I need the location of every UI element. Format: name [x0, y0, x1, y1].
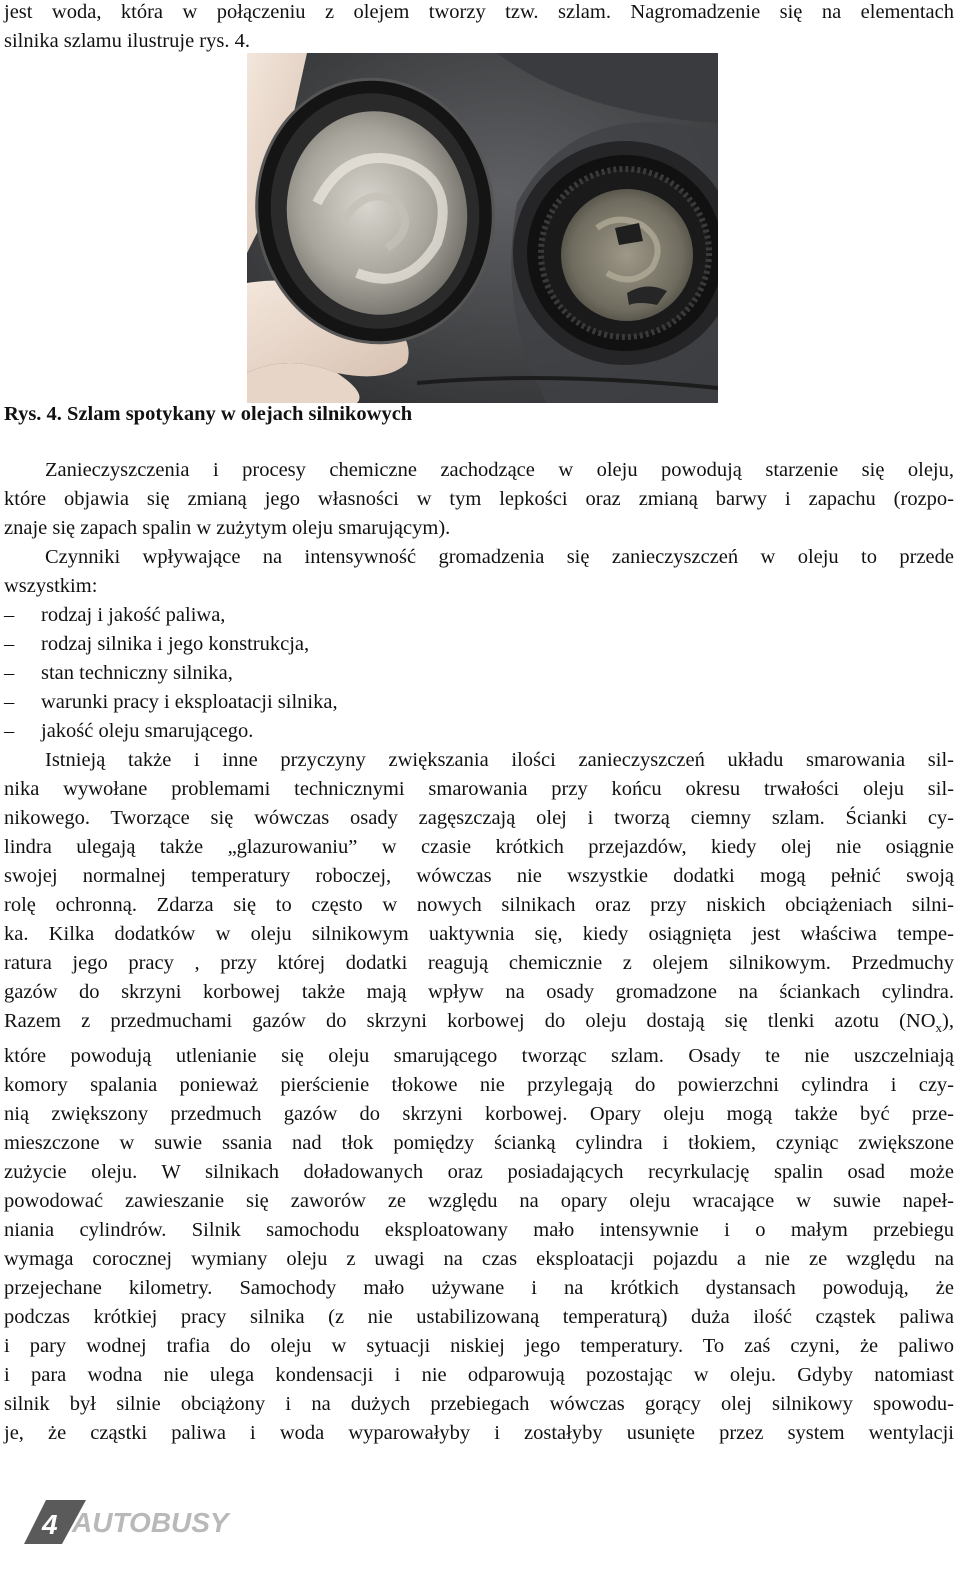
- text-line: nikowego. Tworzące się wówczas osady zagęszczają olej i tworzą ciemny szlam. Ścianki cy-: [4, 807, 954, 829]
- text-line: i pary wodnej trafia do oleju w sytuacji niskiej jego temperatury. To zaś czyni, że paliwo: [4, 1335, 954, 1358]
- list-item: – stan techniczny silnika,: [4, 659, 954, 688]
- text-line: Istnieją także i inne przyczyny zwiększania ilości zanieczyszczeń układu smarowania sil-: [45, 749, 954, 771]
- text-line: silnika szlamu ilustruje rys. 4.: [4, 30, 250, 52]
- list-dash: –: [4, 662, 15, 684]
- intro-paragraph: [4, 0, 954, 56]
- list-dash: –: [4, 691, 15, 713]
- text-line: rolę ochronną. Zdarza się to często w nowych silnikach oraz przy niskich obciążeniach silni-: [4, 894, 954, 916]
- text-line-nox: Razem z przedmuchami gazów do skrzyni korbowej do oleju dostają się tlenki azotu $(NO_x)$,: [4, 1010, 954, 1036]
- text-line: lindra ulegają także „glazurowaniu” w czasie krótkich przejazdów, kiedy olej nie osiągnie: [4, 836, 954, 858]
- text-line: przejechane kilometry. Samochody mało używane i na krótkich dystansach powodują, że: [4, 1277, 954, 1300]
- text-line: i para wodna nie ulega kondensacji i nie odparowują pozostając w oleju. Gdyby natomiast: [4, 1364, 954, 1387]
- text-line: zużycie oleju. W silnikach doładowanych oraz posiadających recyrkulację spalin osad może: [4, 1161, 954, 1184]
- text-line: powodować zawieszanie się zaworów ze względu na opary oleju wracające w suwie napeł-: [4, 1190, 954, 1213]
- list-dash: –: [4, 720, 15, 742]
- brand-name: AUTOBUSY: [72, 1507, 229, 1538]
- text-line: znaje się zapach spalin w zużytym oleju smarującym).: [4, 517, 451, 539]
- factor-list: [4, 601, 954, 746]
- text-line: komory spalania ponieważ pierścienie tłokowe nie przylegają do powierzchni cylindra i czy-: [4, 1074, 954, 1097]
- text-line: silnik był silnie obciążony i na dużych przebiegach wówczas gorący olej silnikowy spowodu-: [4, 1393, 954, 1416]
- list-dash: –: [4, 633, 15, 655]
- text-line: wymaga corocznej wymiany oleju z uwagi na czas eksploatacji pojazdu a nie ze względu na: [4, 1248, 954, 1271]
- text-line: swojej normalnej temperatury roboczej, wówczas nie wszystkie dodatki mogą pełnić swoją: [4, 865, 954, 887]
- text-line: ka. Kilka dodatków w oleju silnikowym uaktywnia się, kiedy osiągnięta jest właściwa tempe-: [4, 923, 954, 945]
- text-line: które objawia się zmianą jego własności w tym lepkości oraz zmianą barwy i zapachu (rozpo-: [4, 488, 954, 510]
- text-line: wszystkim:: [4, 575, 98, 597]
- text-line: mieszczone w suwie ssania nad tłok pomiędzy ścianką cylindra i tłokiem, czyniąc zwiększone: [4, 1132, 954, 1155]
- page-number: 4: [42, 1509, 58, 1540]
- text-line: które powodują utlenianie się oleju smarującego tworząc szlam. Osady te nie uszczelniają: [4, 1045, 954, 1068]
- list-item: – jakość oleju smarującego.: [4, 717, 954, 746]
- footer-logo: [24, 1498, 264, 1546]
- figure-caption: Rys. 4. Szlam spotykany w olejach silnikowych: [4, 403, 413, 425]
- list-item: – warunki pracy i eksploatacji silnika,: [4, 688, 954, 717]
- body-text: [4, 456, 954, 1448]
- text-line: nika wywołane problemami technicznymi smarowania przy końcu okresu trwałości oleju sil-: [4, 778, 954, 800]
- text-line: podczas krótkiej pracy silnika (z nie ustabilizowaną temperaturą) duża ilość cząstek paliwa: [4, 1306, 954, 1329]
- text-line: nią zwiększony przedmuch gazów do skrzyni korbowej. Opary oleju mogą także być prze-: [4, 1103, 954, 1126]
- sludge-photo: [247, 53, 718, 403]
- list-dash: –: [4, 604, 15, 626]
- text-line: ratura jego pracy , przy której dodatki reagują chemicznie z olejem silnikowym. Przedmuchy: [4, 952, 954, 974]
- text-line: niania cylindrów. Silnik samochodu eksploatowany mało intensywnie i o małym przebiegu: [4, 1219, 954, 1242]
- list-item: – rodzaj i jakość paliwa,: [4, 601, 954, 630]
- text-line: jest woda, która w połączeniu z olejem tworzy tzw. szlam. Nagromadzenie się na elementach: [4, 1, 954, 23]
- list-item: – rodzaj silnika i jego konstrukcja,: [4, 630, 954, 659]
- text-line: je, że cząstki paliwa i woda wyparowałyby i zostałyby usunięte przez system wentylacji: [4, 1422, 954, 1445]
- text-line: gazów do skrzyni korbowej także mają wpływ na osady gromadzone na ściankach cylindra.: [4, 981, 954, 1003]
- nox-subscript: x: [935, 1020, 943, 1036]
- text-line: Czynniki wpływające na intensywność gromadzenia się zanieczyszczeń w oleju to przede: [45, 546, 954, 568]
- text-line: Zanieczyszczenia i procesy chemiczne zachodzące w oleju powodują starzenie się oleju,: [45, 459, 954, 481]
